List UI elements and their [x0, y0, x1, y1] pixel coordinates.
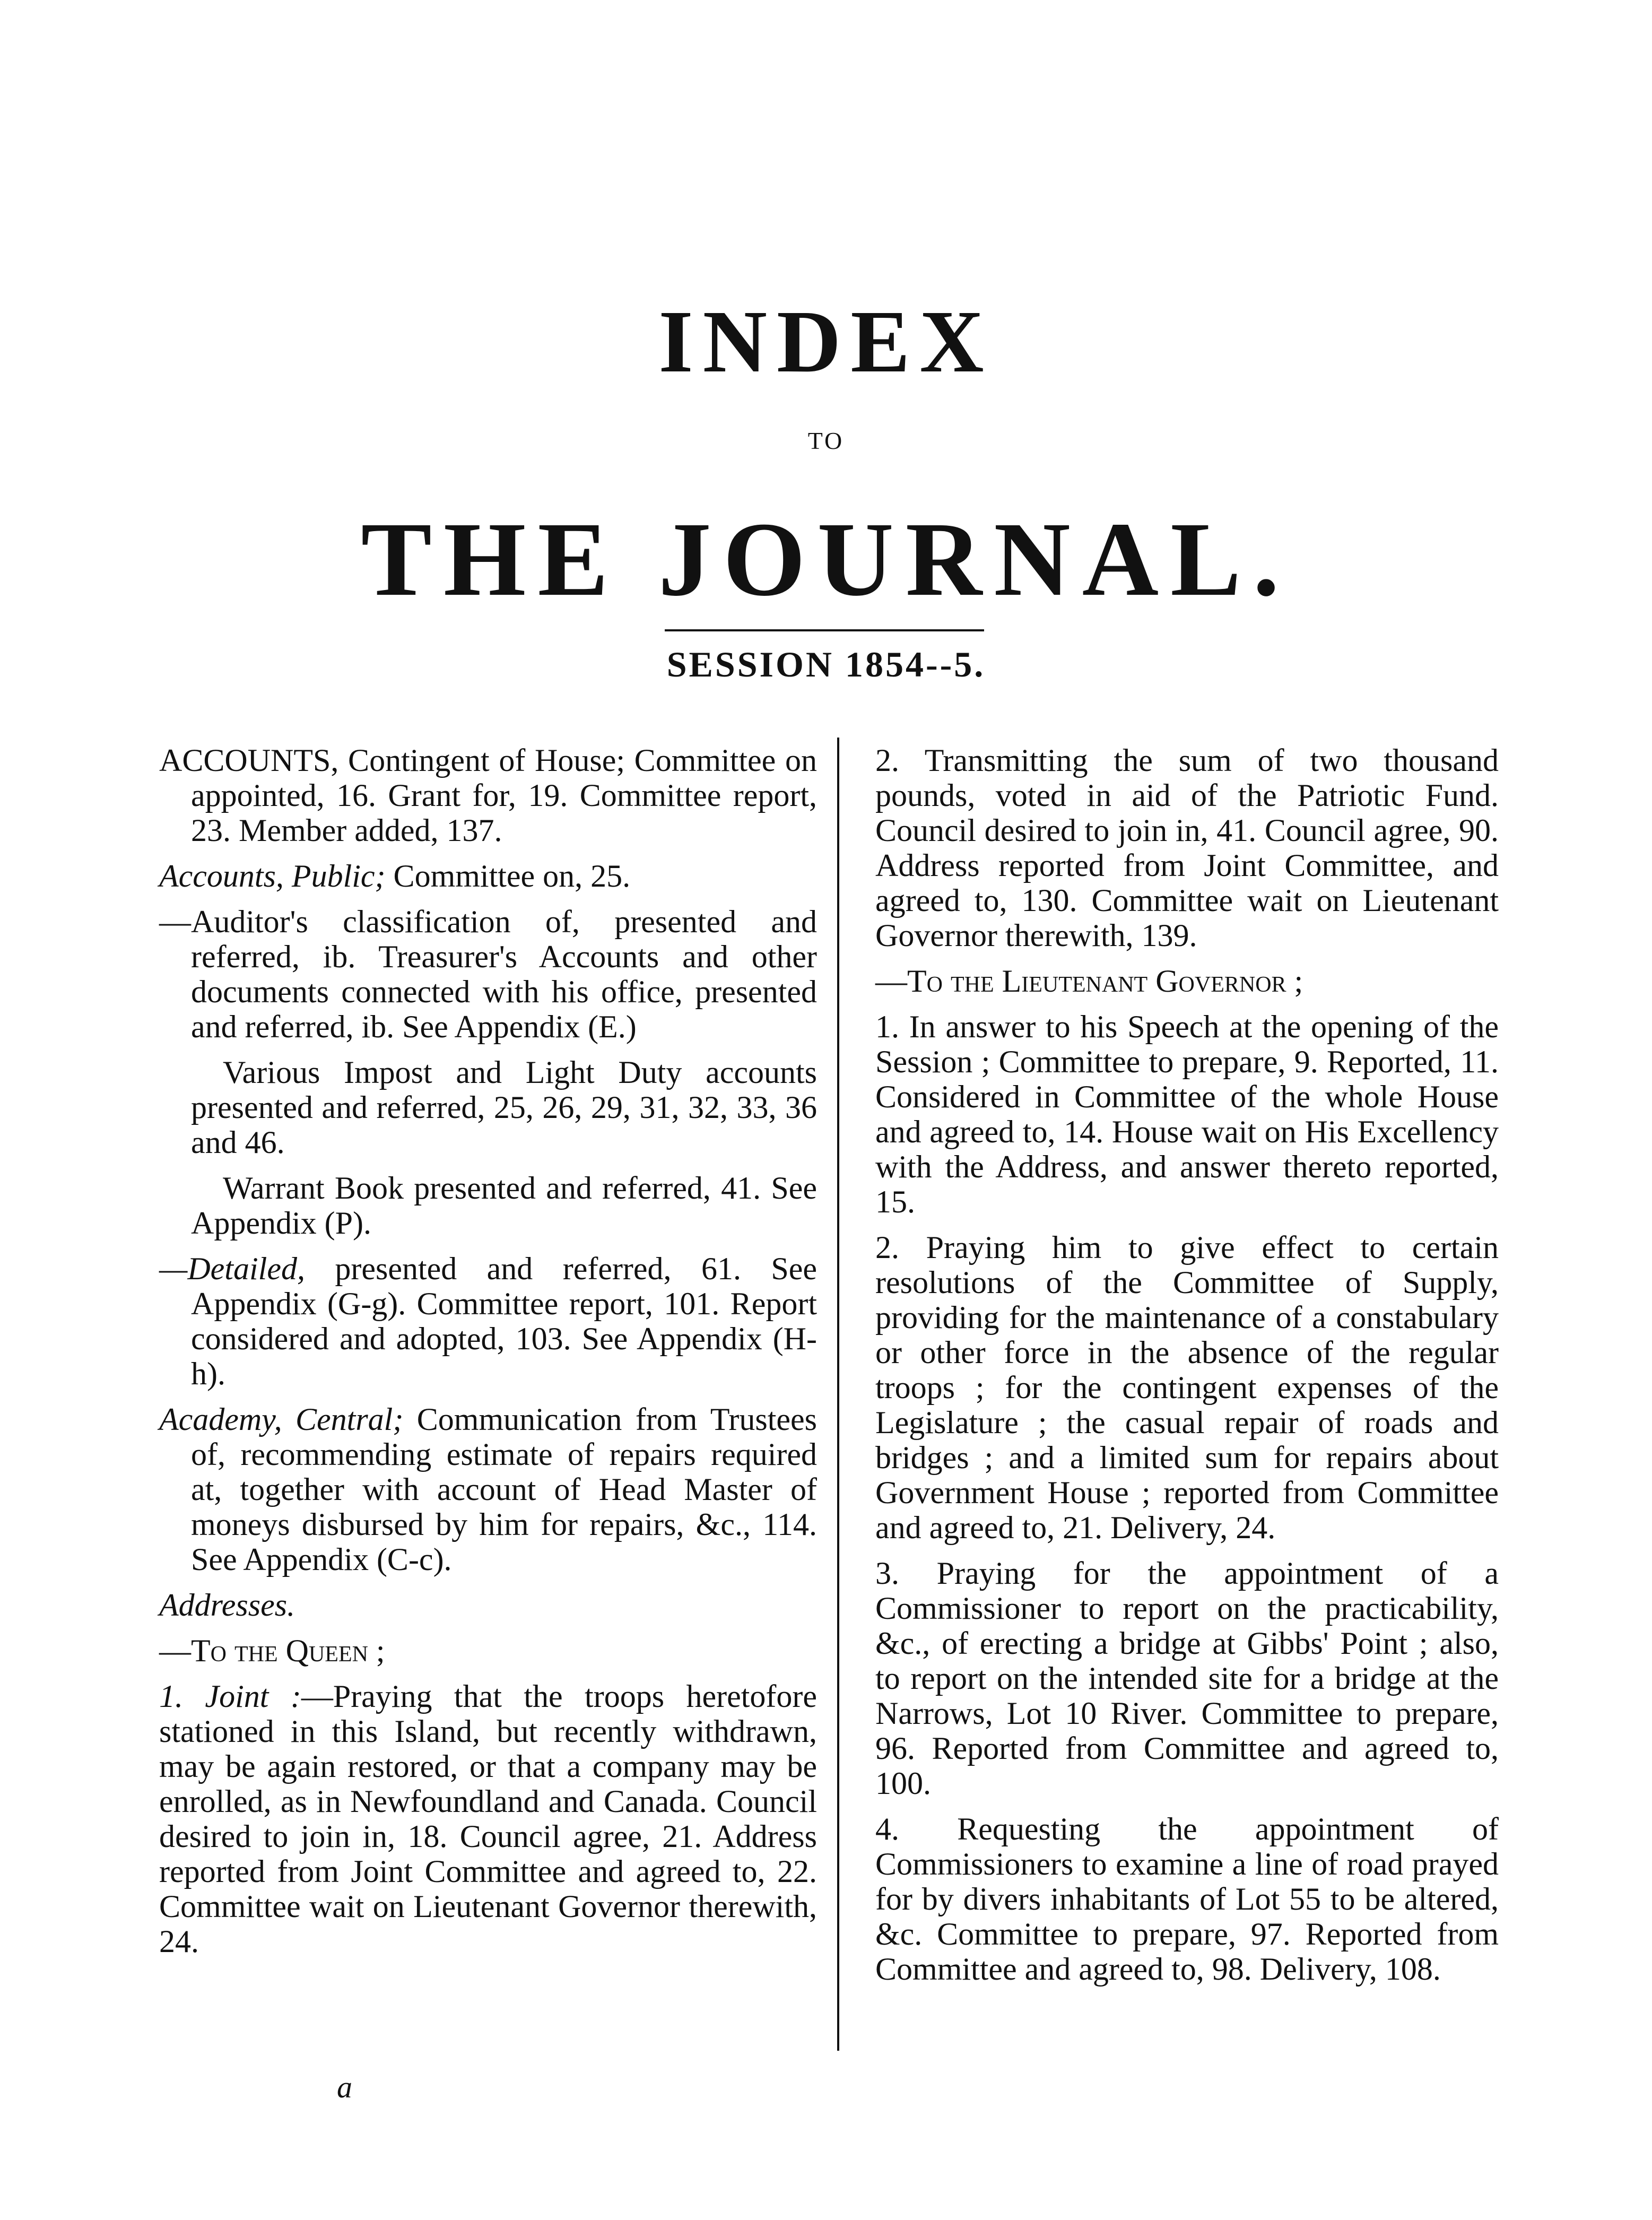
- entry-text: Various Impost and Light Duty accounts presented and referred, 25, 26, 29, 31, 32, 33, 36 and 46.: [191, 1055, 817, 1160]
- title-journal: THE JOURNAL.: [361, 501, 1291, 618]
- entry-lead: 1. Joint :: [159, 1679, 301, 1714]
- entry-lead: —To the Lieutenant Governor ;: [875, 964, 1303, 999]
- index-entry: [159, 1679, 817, 1959]
- entry-lead: Accounts, Public;: [159, 858, 386, 894]
- title-rule: [665, 629, 984, 631]
- index-entry: [159, 1588, 817, 1623]
- index-column-left: [159, 743, 817, 1970]
- entry-text: 4. Requesting the appointment of Commissioners to examine a line of road prayed for by divers inhabitants of Lot 55 to be altered, &c. Committee to prepare, 97. Reported from Committee and agreed to, 98. Delivery, 108.: [875, 1811, 1499, 1987]
- index-entry: [875, 964, 1499, 999]
- entry-text: Contingent of House; Committee on appointed, 16. Grant for, 19. Committee report, 23. Member added, 137.: [191, 743, 817, 848]
- title-index: INDEX: [658, 292, 994, 391]
- entry-text: 3. Praying for the appointment of a Commissioner to report on the practicability, &c., of erecting a bridge at Gibbs' Point ; also, to report on the intended site for a bridge at the Narrows, Lot 10 River. Committee to prepare, 96. Reported from Committee and agreed to, 100.: [875, 1556, 1499, 1801]
- signature-mark: a: [337, 2070, 352, 2104]
- entry-text: Warrant Book presented and referred, 41. See Appendix (P).: [191, 1170, 817, 1241]
- index-entry: [875, 1811, 1499, 1987]
- index-entry: [875, 1009, 1499, 1219]
- index-entry: [875, 1556, 1499, 1801]
- entry-text: —Auditor's classification of, presented and referred, ib. Treasurer's Accounts and other documents connected with his office, presented and referred, ib. See Appendix (E.): [159, 904, 817, 1044]
- index-entry: [159, 1402, 817, 1577]
- entry-text: Addresses.: [159, 1588, 295, 1623]
- entry-text: presented and referred, 61. See Appendix (G-g). Committee report, 101. Report considered and adopted, 103. See Appendix (H-h).: [191, 1251, 817, 1391]
- index-entry: [159, 1633, 817, 1668]
- title-to: TO: [807, 427, 845, 454]
- index-entry: [159, 858, 817, 894]
- column-divider: [837, 738, 839, 2051]
- entry-lead: Academy, Central;: [159, 1402, 404, 1437]
- index-entry: [875, 1230, 1499, 1545]
- index-entry: [159, 1170, 817, 1241]
- entry-lead: ACCOUNTS,: [159, 743, 339, 778]
- index-entry: [159, 904, 817, 1044]
- entry-text: 2. Praying him to give effect to certain resolutions of the Committee of Supply, providing for the maintenance of a constabulary or other force in the absence of the regular troops ; for the contingent expenses of the Legislature ; the casual repair of roads and bridges ; and a limited sum for repairs about Government House ; reported from Committee and agreed to, 21. Delivery, 24.: [875, 1230, 1499, 1545]
- index-entry: [875, 743, 1499, 953]
- entry-text: Communication from Trustees of, recommending estimate of repairs required at, together with account of Head Master of moneys disbursed by him for repairs, &c., 114. See Appendix (C-c).: [191, 1402, 817, 1577]
- entry-lead: —Detailed,: [159, 1251, 305, 1286]
- entry-text: —Praying that the troops heretofore stationed in this Island, but recently withdrawn, may be again restored, or that a company may be enrolled, as in Newfoundland and Canada. Council desired to join in, 18. Council agree, 21. Address reported from Joint Committee and agreed to, 22. Committee wait on Lieutenant Governor therewith, 24.: [159, 1679, 817, 1959]
- index-entry: [159, 1251, 817, 1391]
- index-entry: [159, 743, 817, 848]
- session-heading: SESSION 1854--5.: [666, 644, 986, 684]
- entry-lead: —To the Queen ;: [159, 1633, 385, 1668]
- index-entry: [159, 1055, 817, 1160]
- entry-text: Committee on, 25.: [385, 858, 631, 894]
- index-column-right: [875, 743, 1499, 1997]
- entry-text: 1. In answer to his Speech at the opening of the Session ; Committee to prepare, 9. Reported, 11. Considered in Committee of the whole House and agreed to, 14. House wait on His Excellency with the Address, and answer thereto reported, 15.: [875, 1009, 1499, 1219]
- entry-text: 2. Transmitting the sum of two thousand pounds, voted in aid of the Patriotic Fund. Council desired to join in, 41. Council agree, 90. Address reported from Joint Committee, and agreed to, 130. Committee wait on Lieutenant Governor therewith, 139.: [875, 743, 1499, 953]
